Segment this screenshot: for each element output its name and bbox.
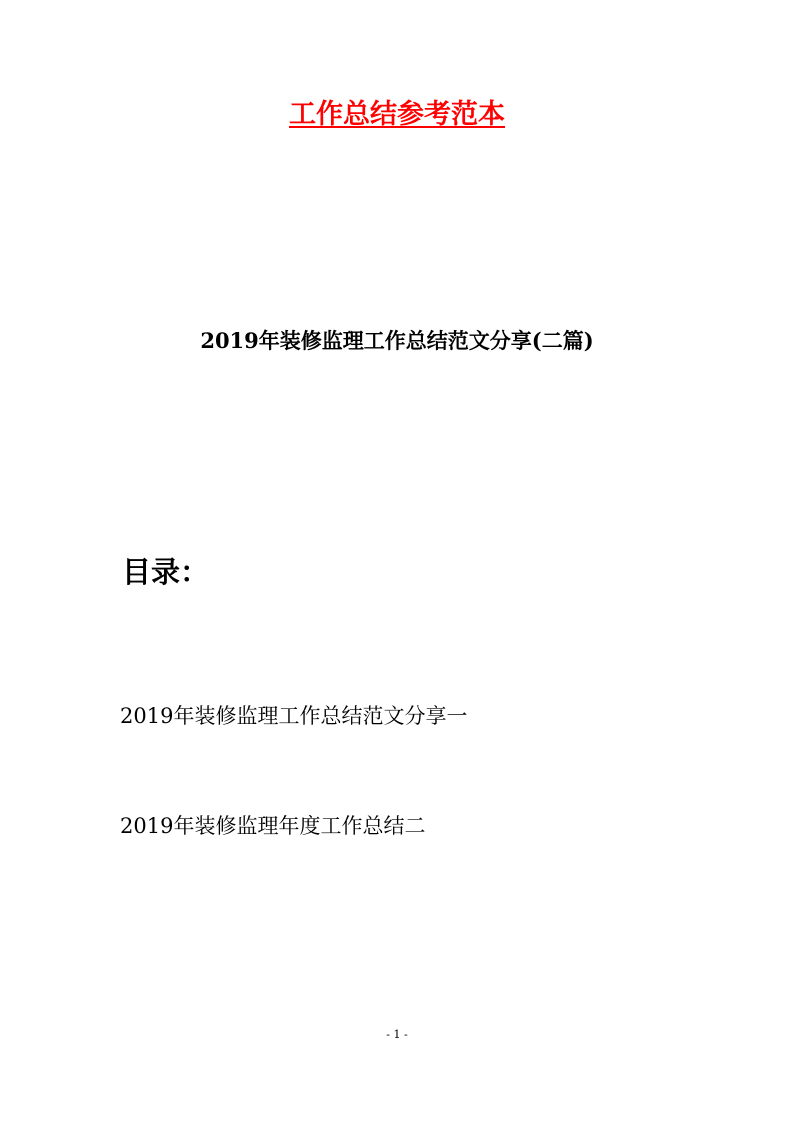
toc-item[interactable]: 2019年装修监理年度工作总结二 [120,814,426,838]
toc-heading: 目录： [122,555,210,589]
document-title: 2019年装修监理工作总结范文分享(二篇) [200,328,594,353]
header-title [0,98,794,132]
toc-item[interactable]: 2019年装修监理工作总结范文分享一 [120,704,468,728]
page-number: - 1 - [386,1028,408,1041]
header-title-text: 工作总结参考范本 [289,99,505,130]
